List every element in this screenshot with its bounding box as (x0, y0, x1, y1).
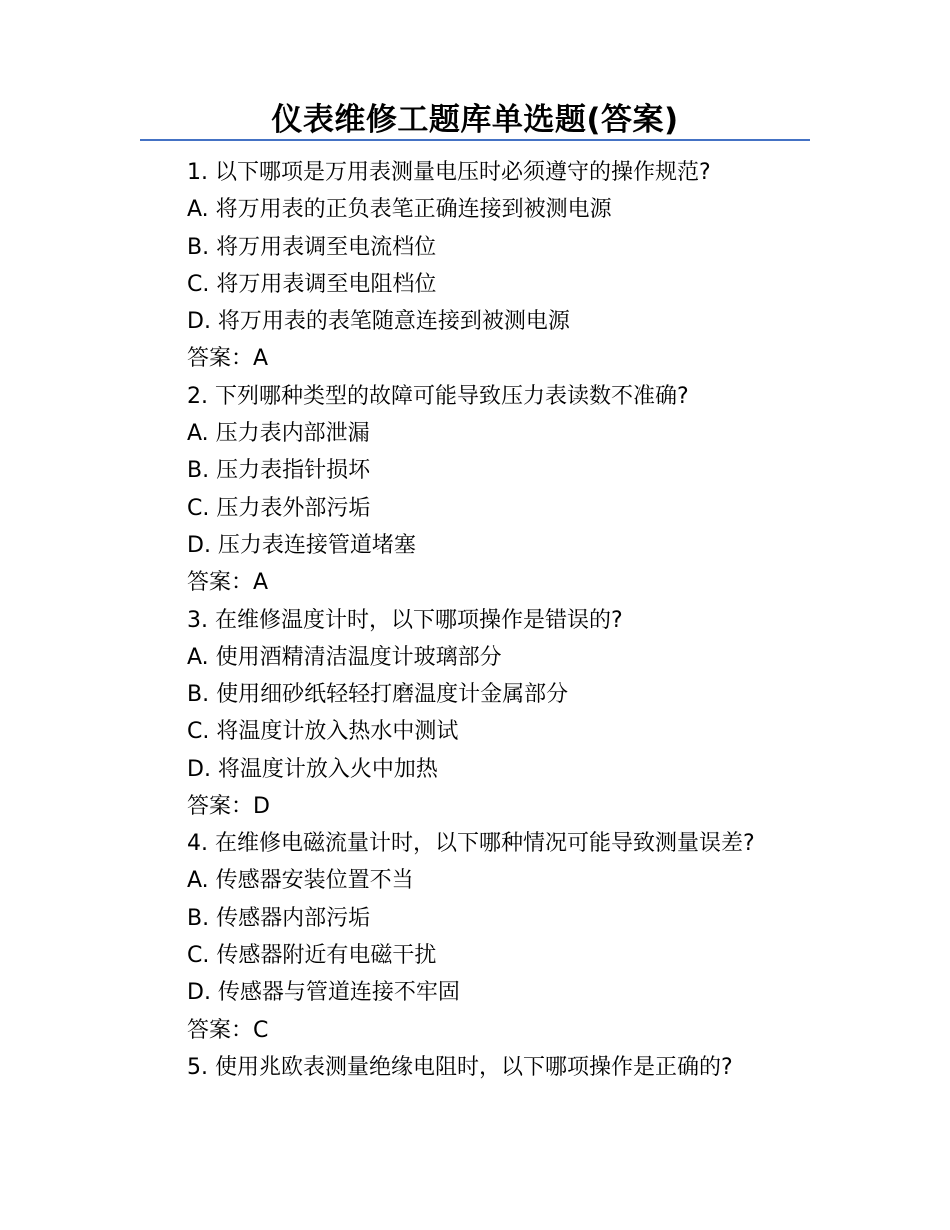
option-c: C. 压力表外部污垢 (187, 495, 371, 521)
question-text: 5. 使用兆欧表测量绝缘电阻时，以下哪项操作是正确的? (187, 1054, 733, 1080)
page-title: 仪表维修工题库单选题(答案) (271, 102, 679, 138)
answer-text: 答案：C (187, 1017, 269, 1043)
option-b: B. 压力表指针损坏 (187, 458, 371, 484)
option-d: D. 传感器与管道连接不牢固 (187, 980, 460, 1006)
answer-text: 答案：A (187, 570, 269, 596)
option-d: D. 将温度计放入火中加热 (187, 756, 438, 782)
question-text: 2. 下列哪种类型的故障可能导致压力表读数不准确? (187, 383, 689, 409)
question-text: 1. 以下哪项是万用表测量电压时必须遵守的操作规范? (187, 160, 711, 185)
option-a: A. 将万用表的正负表笔正确连接到被测电源 (187, 197, 612, 223)
option-b: B. 使用细砂纸轻轻打磨温度计金属部分 (187, 682, 569, 708)
answer-text: 答案：A (187, 346, 269, 372)
answer-text: 答案：D (187, 794, 270, 820)
question-text: 4. 在维修电磁流量计时，以下哪种情况可能导致测量误差? (187, 831, 755, 857)
title-underline (140, 139, 810, 141)
option-a: A. 传感器安装位置不当 (187, 868, 414, 894)
option-c: C. 传感器附近有电磁干扰 (187, 942, 437, 968)
option-c: C. 将万用表调至电阻档位 (187, 271, 437, 297)
option-a: A. 压力表内部泄漏 (187, 421, 370, 447)
option-d: D. 将万用表的表笔随意连接到被测电源 (187, 309, 570, 335)
question-text: 3. 在维修温度计时，以下哪项操作是错误的? (187, 607, 623, 633)
option-c: C. 将温度计放入热水中测试 (187, 719, 459, 745)
option-b: B. 传感器内部污垢 (187, 905, 371, 931)
question-list (140, 154, 810, 1086)
option-a: A. 使用酒精清洁温度计玻璃部分 (187, 644, 502, 670)
option-b: B. 将万用表调至电流档位 (187, 234, 437, 260)
option-d: D. 压力表连接管道堵塞 (187, 532, 416, 558)
